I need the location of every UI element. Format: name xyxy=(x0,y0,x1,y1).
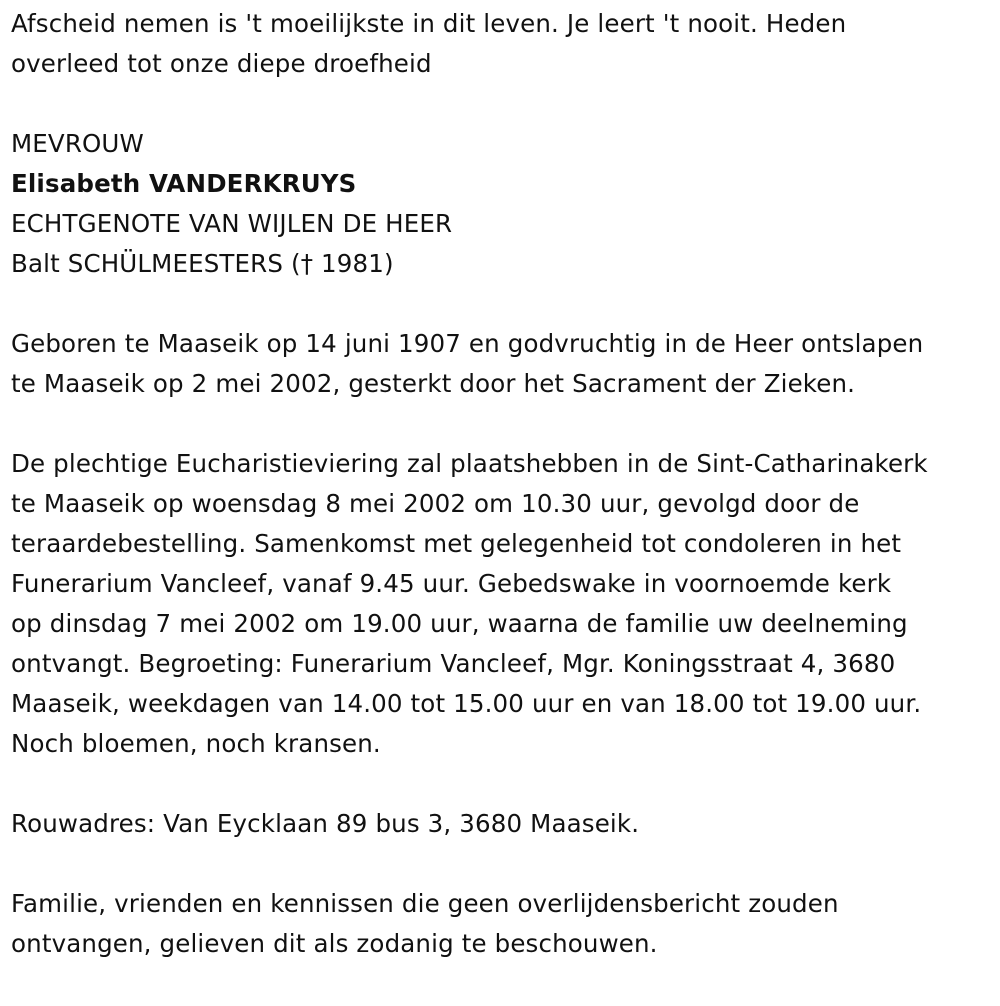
closing-line: Familie, vrienden en kennissen die geen overlijdensbericht zouden xyxy=(11,889,839,918)
closing-line: ontvangen, gelieven dit als zodanig te beschouwen. xyxy=(11,929,658,958)
paragraph-spacer xyxy=(11,284,995,324)
spouse-death-year: 1981) xyxy=(313,249,394,278)
spouse-name-line xyxy=(11,244,995,284)
obituary-notice xyxy=(11,4,995,964)
birth-line: Geboren te Maaseik op 14 juni 1907 en godvruchtig in de Heer ontslapen xyxy=(11,329,924,358)
deceased-block xyxy=(11,124,995,284)
intro-line: overleed tot onze diepe droefheid xyxy=(11,49,432,78)
deceased-name: Elisabeth VANDERKRUYS xyxy=(11,169,357,198)
ceremony-line: te Maaseik op woensdag 8 mei 2002 om 10.30 uur, gevolgd door de xyxy=(11,489,860,518)
intro-line: Afscheid nemen is 't moeilijkste in dit leven. Je leert 't nooit. Heden xyxy=(11,9,847,38)
ceremony-line: teraardebestelling. Samenkomst met gelegenheid tot condoleren in het xyxy=(11,529,902,558)
ceremony-line: Maaseik, weekdagen van 14.00 tot 15.00 uur en van 18.00 tot 19.00 uur. xyxy=(11,689,922,718)
ceremony-line: De plechtige Eucharistieviering zal plaatshebben in de Sint-Catharinakerk xyxy=(11,449,928,478)
intro-paragraph xyxy=(11,4,995,84)
ceremony-line: Noch bloemen, noch kransen. xyxy=(11,729,381,758)
closing-paragraph xyxy=(11,884,995,964)
ceremony-line: ontvangt. Begroeting: Funerarium Vancleef, Mgr. Koningsstraat 4, 3680 xyxy=(11,649,896,678)
ceremony-line: op dinsdag 7 mei 2002 om 19.00 uur, waarna de familie uw deelneming xyxy=(11,609,908,638)
birth-line: te Maaseik op 2 mei 2002, gesterkt door het Sacrament der Zieken. xyxy=(11,369,856,398)
spouse-relation: ECHTGENOTE VAN WIJLEN DE HEER xyxy=(11,209,453,238)
mourning-address: Rouwadres: Van Eycklaan 89 bus 3, 3680 Maaseik. xyxy=(11,809,640,838)
paragraph-spacer xyxy=(11,84,995,124)
birth-paragraph xyxy=(11,324,995,404)
paragraph-spacer xyxy=(11,844,995,884)
cross-icon: † xyxy=(300,249,314,278)
ceremony-paragraph xyxy=(11,444,995,764)
honorific: MEVROUW xyxy=(11,129,144,158)
paragraph-spacer xyxy=(11,764,995,804)
address-paragraph xyxy=(11,804,995,844)
ceremony-line: Funerarium Vancleef, vanaf 9.45 uur. Gebedswake in voornoemde kerk xyxy=(11,569,892,598)
spouse-name: Balt SCHÜLMEESTERS ( xyxy=(11,249,301,278)
paragraph-spacer xyxy=(11,404,995,444)
